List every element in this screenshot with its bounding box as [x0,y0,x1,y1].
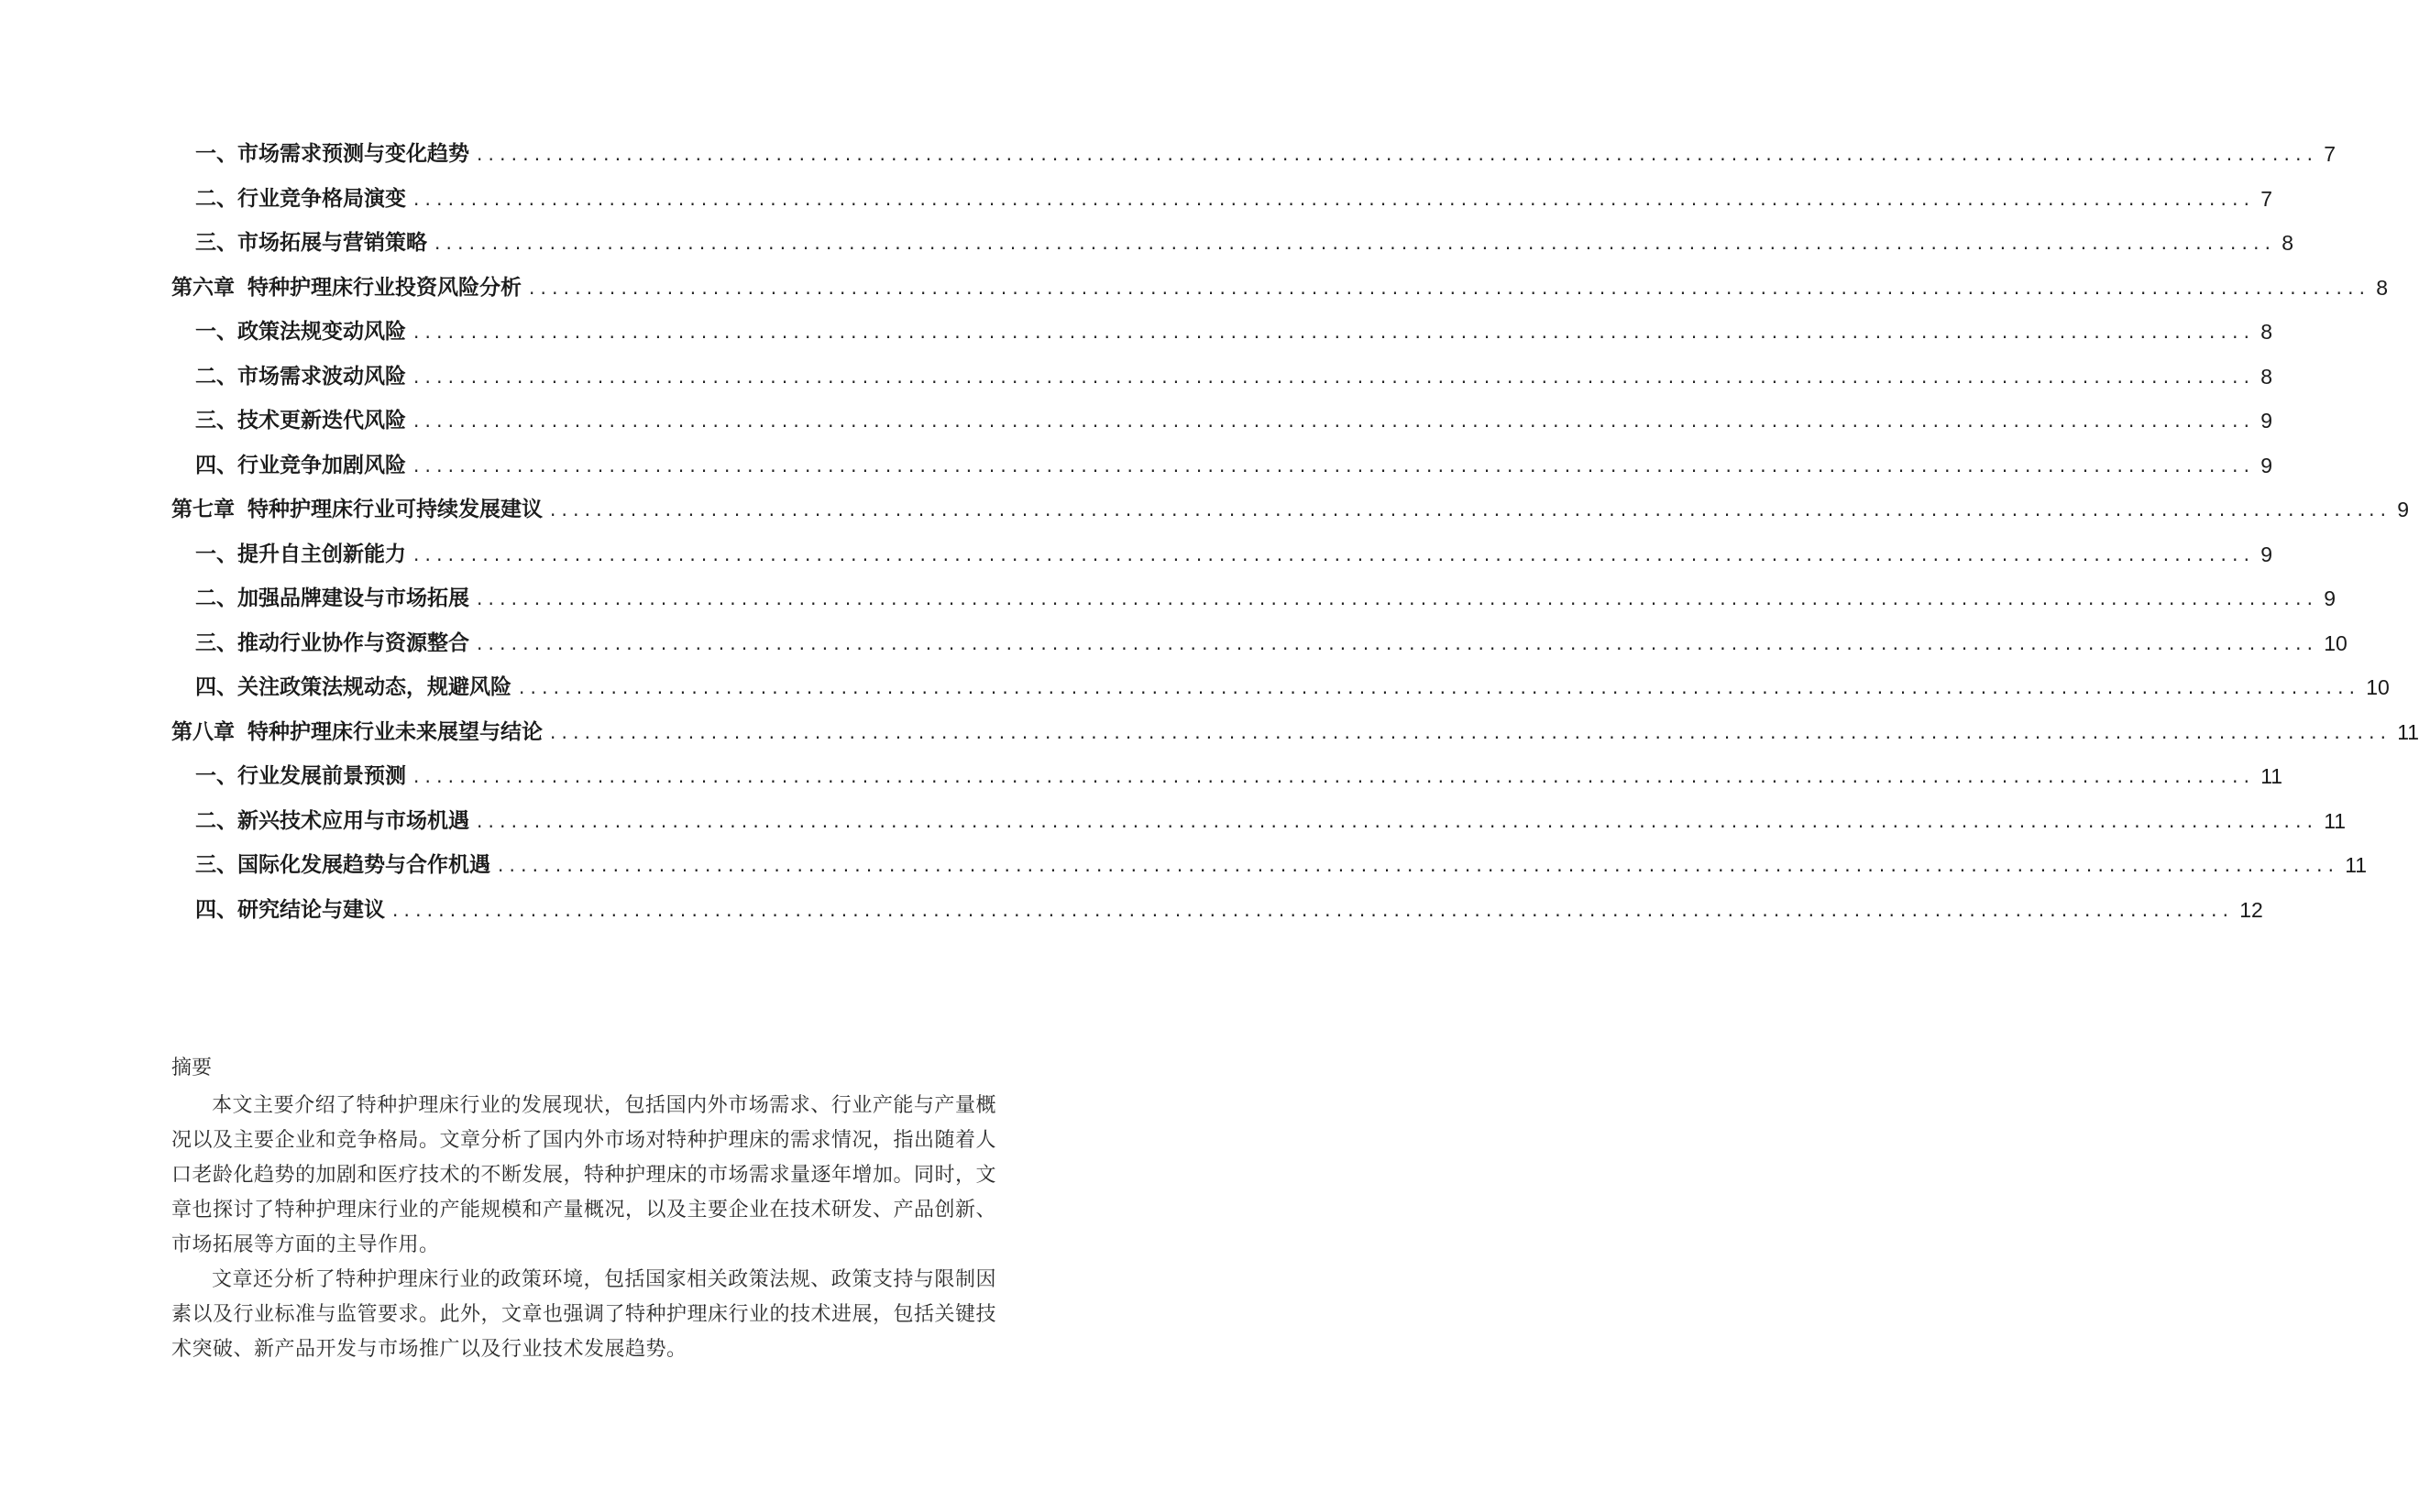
toc-entry-title: 国际化发展趋势与合作机遇 [237,853,490,878]
toc-dot-leader: ................................................................................................................................................................ [498,854,2340,877]
toc-section-entry[interactable] [171,843,2368,888]
toc-page-number: 8 [2376,275,2388,300]
toc-entry-title: 加强品牌建设与市场拓展 [237,586,469,611]
toc-page-number: 11 [2324,808,2347,833]
toc-page-number: 11 [2260,764,2283,789]
toc-entry-title: 特种护理床行业投资风险分析 [247,275,522,300]
toc-dot-leader: ................................................................................................................................................................ [519,676,2361,699]
toc-section-entry[interactable] [171,799,2347,844]
abstract-heading: 摘要 [171,1057,213,1079]
toc-section-entry[interactable] [171,177,2272,222]
toc-entry-number: 第八章 [171,719,235,744]
toc-page-number: 9 [2397,498,2409,522]
toc-entry-number: 一、 [195,320,237,345]
toc-section-entry[interactable] [171,132,2336,177]
toc-entry-number: 二、 [195,808,237,833]
toc-chapter-entry[interactable] [171,488,2409,532]
toc-section-entry[interactable] [171,444,2272,488]
toc-entry-title: 市场拓展与营销策略 [237,231,427,256]
toc-page-number: 8 [2260,320,2272,345]
toc-entry-title: 提升自主创新能力 [237,542,406,566]
toc-entry-number: 第七章 [171,498,235,522]
toc-dot-leader: ................................................................................................................................................................ [413,410,2256,433]
toc-dot-leader: ................................................................................................................................................................ [392,898,2235,921]
toc-page-number: 12 [2239,897,2263,922]
toc-chapter-entry[interactable] [171,266,2388,311]
toc-entry-title: 技术更新迭代风险 [237,409,406,433]
toc-page-number: 8 [2282,231,2293,256]
toc-dot-leader: ................................................................................................................................................................ [413,542,2256,565]
toc-entry-title: 政策法规变动风险 [237,320,406,345]
abstract-section [171,1054,996,1367]
toc-entry-number: 四、 [195,453,237,477]
toc-entry-title: 市场需求预测与变化趋势 [237,142,469,167]
toc-entry-title: 市场需求波动风险 [237,364,406,389]
toc-entry-title: 研究结论与建议 [237,897,385,922]
toc-entry-title: 关注政策法规动态，规避风险 [237,675,511,700]
toc-page-number: 10 [2366,675,2390,700]
toc-page-number: 9 [2260,409,2272,433]
toc-section-entry[interactable] [171,888,2263,933]
toc-dot-leader: ................................................................................................................................................................ [550,499,2392,521]
toc-entry-number: 一、 [195,764,237,789]
abstract-paragraph-2: 文章还分析了特种护理床行业的政策环境，包括国家相关政策法规、政策支持与限制因素以及行业标准与监管要求。此外，文章也强调了特种护理床行业的技术进展，包括关键技术突破、新产品开发与市场推广以及行业技术发展趋势。 [171,1268,997,1361]
toc-page-number: 7 [2260,186,2272,211]
abstract-paragraph-1: 本文主要介绍了特种护理床行业的发展现状，包括国内外市场需求、行业产能与产量概况以及主要企业和竞争格局。文章分析了国内外市场对特种护理床的需求情况，指出随着人口老龄化趋势的加剧和医疗技术的不断发展，特种护理床的市场需求量逐年增加。同时，文章也探讨了特种护理床行业的产能规模和产量概况，以及主要企业在技术研发、产品创新、市场拓展等方面的主导作用。 [171,1094,997,1256]
toc-page-number: 8 [2260,364,2272,389]
toc-dot-leader: ................................................................................................................................................................ [413,187,2256,210]
toc-entry-number: 四、 [195,897,237,922]
toc-page-number: 10 [2324,630,2348,655]
toc-dot-leader: ................................................................................................................................................................ [477,587,2319,610]
toc-page-number: 11 [2397,719,2419,744]
toc-page-number: 9 [2260,542,2272,566]
toc-section-entry[interactable] [171,221,2293,266]
toc-entry-number: 一、 [195,142,237,167]
toc-section-entry[interactable] [171,355,2272,400]
toc-dot-leader: ................................................................................................................................................................ [477,631,2319,654]
toc-entry-number: 二、 [195,364,237,389]
toc-chapter-entry[interactable] [171,710,2419,755]
toc-dot-leader: ................................................................................................................................................................ [413,765,2256,788]
toc-entry-number: 二、 [195,186,237,211]
toc-entry-title: 行业竞争格局演变 [237,186,406,211]
toc-section-entry[interactable] [171,399,2272,444]
toc-page-number: 9 [2260,453,2272,477]
toc-dot-leader: ................................................................................................................................................................ [550,720,2392,743]
toc-entry-title: 行业竞争加剧风险 [237,453,406,477]
toc-entry-number: 三、 [195,409,237,433]
toc-page-number: 11 [2345,853,2368,878]
toc-entry-number: 二、 [195,586,237,611]
toc-entry-number: 第六章 [171,275,235,300]
toc-dot-leader: ................................................................................................................................................................ [529,276,2371,299]
toc-dot-leader: ................................................................................................................................................................ [477,143,2319,166]
toc-entry-number: 三、 [195,630,237,655]
toc-entry-title: 新兴技术应用与市场机遇 [237,808,469,833]
toc-entry-number: 三、 [195,231,237,256]
toc-dot-leader: ................................................................................................................................................................ [434,232,2277,255]
toc-entry-title: 特种护理床行业可持续发展建议 [247,498,543,522]
table-of-contents [171,132,2419,932]
toc-section-entry[interactable] [171,665,2390,710]
toc-section-entry[interactable] [171,576,2336,621]
toc-page-number: 7 [2324,142,2336,167]
toc-entry-number: 一、 [195,542,237,566]
toc-dot-leader: ................................................................................................................................................................ [413,365,2256,388]
toc-dot-leader: ................................................................................................................................................................ [477,809,2319,832]
toc-dot-leader: ................................................................................................................................................................ [413,321,2256,344]
toc-section-entry[interactable] [171,532,2272,577]
toc-section-entry[interactable] [171,621,2348,666]
toc-entry-title: 特种护理床行业未来展望与结论 [247,719,543,744]
toc-page-number: 9 [2324,586,2336,611]
toc-section-entry[interactable] [171,310,2272,355]
toc-entry-title: 行业发展前景预测 [237,764,406,789]
toc-entry-title: 推动行业协作与资源整合 [237,630,469,655]
toc-section-entry[interactable] [171,754,2283,799]
toc-entry-number: 四、 [195,675,237,700]
toc-entry-number: 三、 [195,853,237,878]
toc-dot-leader: ................................................................................................................................................................ [413,454,2256,477]
